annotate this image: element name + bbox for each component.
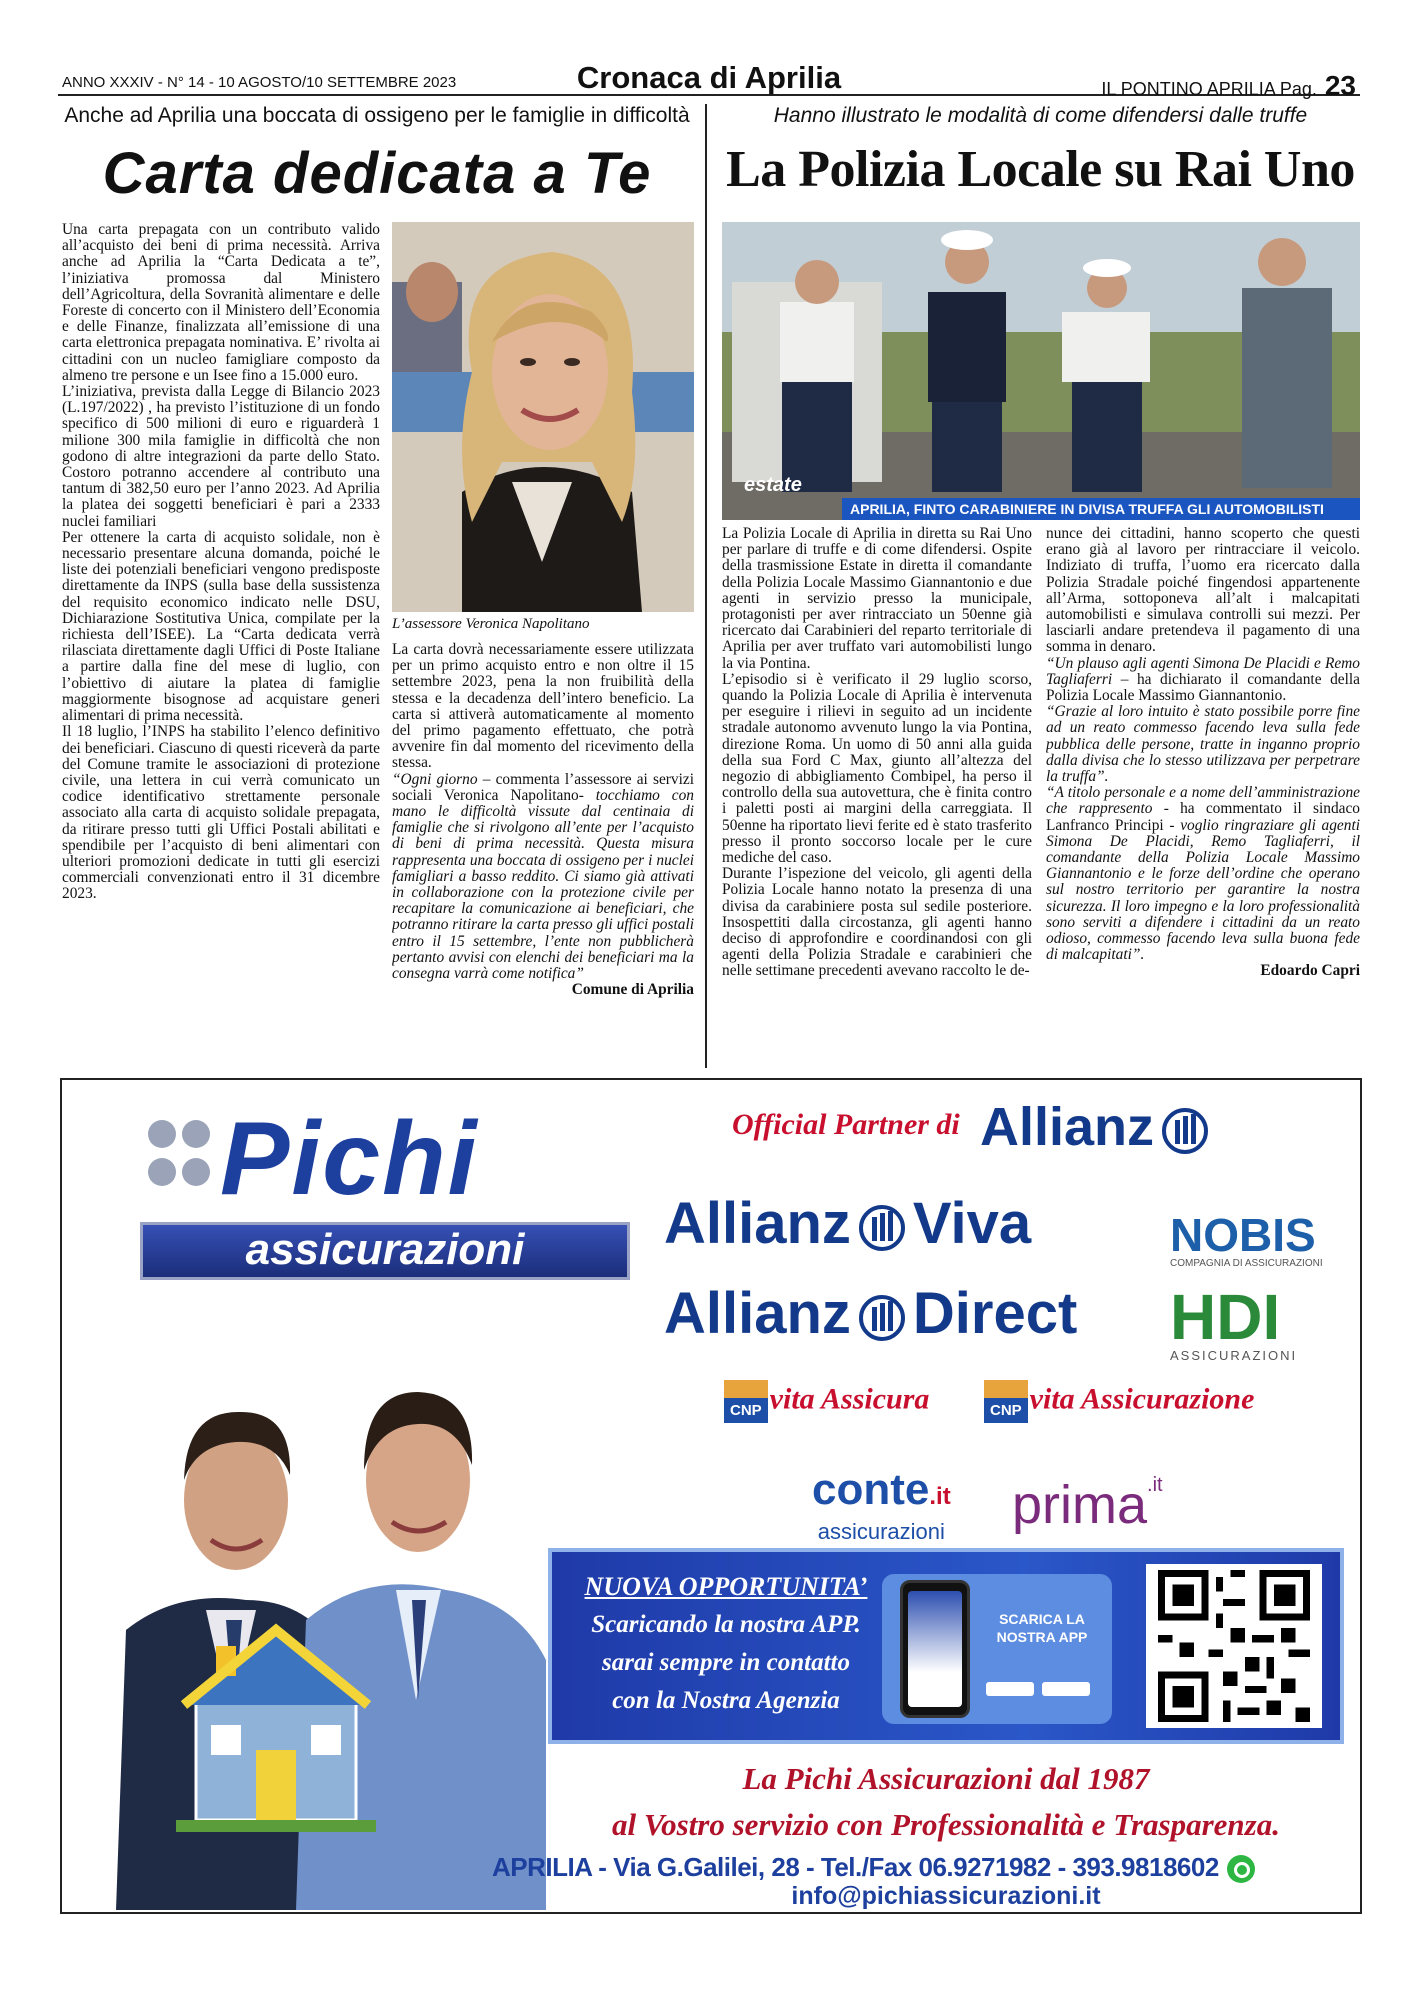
quote-text: tocchiamo con mano le difficoltà vissute dal centinaia di famiglie che si rivolgono all’ente per l’acquisto di beni di prima necessità. Questa misura rappresenta una boccata di ossigeno per i nuclei famigliari a basso reddito. Ci siamo già attivati in collaborazione con la protezione civile per recapitare la comunicazione ai beneficiari, che potranno ritirare la carta presso gli uffici postali entro il 15 settembre, l’ente non pubblicherà pertanto avvisi con elenchi dei beneficiari ma la consegna varrà come notifica” bbox=[392, 786, 694, 983]
allianz-viva-logo bbox=[664, 1190, 1031, 1257]
issue-info: ANNO XXXIV - N° 14 - 10 AGOSTO/10 SETTEMBRE 2023 bbox=[62, 74, 457, 91]
allianz-logo bbox=[980, 1096, 1216, 1158]
tv-screenshot-photo bbox=[722, 222, 1360, 520]
allianz-wordmark: Allianz bbox=[664, 1281, 851, 1346]
attribution-text: – ha dichiarato il comandante della Polizia Locale Massimo Giannantonio. bbox=[1046, 670, 1360, 705]
quote-text: “Grazie al loro intuito è stato possibile porre fine ad un reato commesso facendo leva sulla fede pubblica delle persone, tratte in inganno proprio dalla divisa che lo stesso utilizzava per perpetrare la truffa”. bbox=[1046, 703, 1360, 786]
article1-signature: Comune di Aprilia bbox=[571, 981, 694, 999]
photo-caption: L’assessore Veronica Napolitano bbox=[392, 616, 590, 632]
cnp-vita-assicurazione-wordmark: vita Assicurazione bbox=[1029, 1382, 1255, 1416]
app-promo-line: sarai sempre in contatto bbox=[602, 1649, 850, 1676]
article1-paragraph: Per ottenere la carta di acquisto solidale, non è necessario presentare alcuna domanda, poiché le liste dei potenziali beneficiari vengono predisposte direttamente da INPS (sulla base della sussistenza del requisito economico indicato nelle DSU, Dichiarazione Sostitutiva Unica, compilate per la richiesta dell’ISEE). La “Carta dedicata verrà rilasciata direttamente dagli Uffici di Poste Italiane a partire dalla fine del mese di luglio, con l’obiettivo di aiutare la platea di famiglie maggiormente bisognose ad acquistare generi alimentari di prima necessità. bbox=[62, 528, 380, 725]
app-store-badge-icon[interactable] bbox=[986, 1682, 1034, 1696]
agency-slogan bbox=[548, 1756, 1344, 1848]
article2-paragraph: Durante l’ispezione del veicolo, gli agenti della Polizia Locale hanno notato la presenza di una divisa da carabiniere posta sul sedile posteriore. Insospettiti dalla circostanza, gli agenti hanno deciso di approfondire e coordinandosi con gli agenti della Polizia Stradale e carabinieri che nelle settimane precedenti avevano raccolto le de- bbox=[722, 865, 1032, 980]
hdi-subtitle: ASSICURAZIONI bbox=[1170, 1348, 1298, 1363]
prima-domain: .it bbox=[1147, 1474, 1163, 1496]
agents-photo bbox=[96, 1300, 566, 1910]
quote-text: “Ogni giorno bbox=[392, 770, 478, 788]
allianz-direct-logo bbox=[664, 1280, 1077, 1347]
section-title: Cronaca di Aprilia bbox=[576, 60, 842, 95]
allianz-wordmark: Allianz bbox=[664, 1191, 851, 1256]
prima-wordmark: prima bbox=[1012, 1475, 1148, 1535]
quote-paragraph bbox=[1046, 704, 1360, 785]
pichi-logo-dots-icon bbox=[144, 1116, 214, 1206]
hdi-wordmark: HDI bbox=[1170, 1281, 1281, 1353]
article2-column-2 bbox=[1046, 526, 1360, 1068]
app-promo-text bbox=[576, 1568, 876, 1720]
nobis-wordmark: NOBIS bbox=[1170, 1209, 1316, 1261]
cnp-badge: CNP bbox=[724, 1380, 768, 1423]
pichi-brand-name: Pichi bbox=[220, 1101, 479, 1217]
tv-ticker-text: APRILIA, FINTO CARABINIERE IN DIVISA TRUFFA GLI AUTOMOBILISTI bbox=[842, 498, 1360, 520]
article2-paragraph: L’episodio si è verificato il 29 luglio scorso, quando la Polizia Locale di Aprilia è intervenuta per eseguire i rilievi in seguito ad un incidente stradale autonomo avvenuto lungo la via Pontina, direzione Roma. Un uomo di 50 anni alla guida della sua Ford C Max, giunto all’altezza del negozio di abbigliamento Combipel, ha perso il controllo della sua autovettura, che è finita contro i paletti posti ai margini della carreggiata. Il 50enne ha riportato lievi ferite ed è stato trasferito presso il pronto soccorso locale per le cure mediche del caso. bbox=[722, 670, 1032, 867]
quote-text: “A titolo personale e a nome dell’amministrazione che rappresento bbox=[1046, 784, 1360, 818]
nobis-subtitle: COMPAGNIA DI ASSICURAZIONI bbox=[1170, 1258, 1323, 1269]
publication-label: IL PONTINO APRILIA Pag. bbox=[1101, 79, 1317, 99]
agency-address-text: APRILIA - Via G.Galilei, 28 - Tel./Fax 06.9271982 - 393.9818602 bbox=[492, 1852, 1219, 1882]
article1-kicker: Anche ad Aprilia una boccata di ossigeno per le famiglie in difficoltà bbox=[64, 104, 690, 127]
smartphone-icon bbox=[900, 1580, 970, 1718]
cnp-vita-assicura-wordmark: vita Assicura bbox=[769, 1382, 930, 1416]
article2-paragraph: La Polizia Locale di Aprilia in diretta su Rai Uno per parlare di truffe e di come difendersi. Ospite della trasmissione Estate in diretta il comandante della Polizia Locale Massimo Giannantonio e due agenti in servizio presso la municipale, protagonisti per aver rintracciato un 50enne già ricercato dai Carabinieri del reparto territoriale di Aprilia per aver truffato vari automobilisti lungo la via Pontina. bbox=[722, 526, 1032, 672]
conte-subtitle: assicurazioni bbox=[817, 1519, 945, 1544]
article2-paragraph: nunce dei cittadini, hanno scoperto che questi erano già al lavoro per rintracciare il veicolo. Indiziato di truffa, l’uomo era ricercato dalla Polizia Stradale poiché fingendosi appartenente all’Arma, sottoponeva all’alt i malcapitati automobilisti e simulava controlli sui mezzi. Per lasciarli andare pretendeva il pagamento di una somma in denaro. bbox=[1046, 526, 1360, 656]
tv-channel-logo: estate bbox=[744, 474, 802, 496]
prima-logo bbox=[1012, 1474, 1163, 1536]
article1-column-1 bbox=[62, 222, 380, 1068]
column-divider bbox=[705, 104, 707, 1068]
qr-code-icon[interactable] bbox=[1146, 1564, 1322, 1728]
article1-paragraph: Una carta prepagata con un contributo valido all’acquisto dei beni di prima necessità. Arriva anche ad Aprilia la “Carta Dedicata a te”, l’iniziativa promossa dal Ministero dell’Agricoltura, della Sovranità alimentare e delle Foreste di concerto con il Ministero dell’Economia e delle Finanze, finalizzata all’emissione di una carta elettronica prepagata nominativa. E’ rivolta ai cittadini con un nucleo famigliare composto da almeno tre persone e un Isee fino a 15.000 euro. bbox=[62, 222, 380, 384]
quote-paragraph bbox=[392, 772, 694, 983]
article1-paragraph: L’iniziativa, prevista dalla Legge di Bilancio 2023 (L.197/2022) , ha previsto l’istituzione di un fondo specifico di 500 milioni di euro e riguarderà 1 milione 300 mila famiglie in difficoltà che non godono di altre integrazioni da parte dello Stato. Costoro potranno accendere al contributo una tantum di 382,50 euro per l’anno 2023. Ad Aprilia la platea dei soggetti beneficiari è pari a 2333 nuclei familiari bbox=[62, 383, 380, 530]
cnp-vita-assicura-logo bbox=[724, 1380, 929, 1436]
article2-title: La Polizia Locale su Rai Uno bbox=[726, 141, 1355, 198]
tv-scene-illustration bbox=[722, 222, 1360, 520]
quote-text: voglio ringraziare gli agenti Simona De Placidi, Remo Tagliaferri, il comandante della Polizia Locale Massimo Giannantonio e le forze dell’ordine che operano sul nostro territorio per garantire la nostra sicurezza. Il loro impegno e la loro professionalità sono serviti a difendere i cittadini da un reato odioso, commesso facendo leva sulla buona fede di malcapitati”. bbox=[1046, 816, 1360, 964]
quote-text: “Un plauso agli agenti Simona De Placidi e Remo Tagliaferri bbox=[1046, 654, 1360, 688]
page-number: 23 bbox=[1324, 70, 1356, 101]
official-partner-label: Official Partner di bbox=[732, 1108, 960, 1141]
attribution-text: - ha commentato il sindaco Lanfranco Principi - bbox=[1046, 800, 1360, 834]
pichi-brand-subtitle: assicurazioni bbox=[140, 1222, 630, 1280]
agency-since-line: La Pichi Assicurazioni dal 1987 bbox=[742, 1761, 1150, 1796]
qr-code-pattern bbox=[1152, 1570, 1316, 1722]
agency-service-line: al Vostro servizio con Professionalità e Trasparenza. bbox=[612, 1807, 1280, 1842]
attribution-text: – commenta l’assessore ai servizi sociali Veronica Napolitano- bbox=[392, 770, 694, 804]
allianz-emblem-icon bbox=[1162, 1108, 1208, 1154]
conte-wordmark: conte bbox=[812, 1465, 930, 1514]
masthead bbox=[58, 60, 1360, 101]
article1-title: Carta dedicata a Te bbox=[102, 141, 652, 206]
app-download-banner[interactable] bbox=[882, 1574, 1112, 1724]
app-promo-title: NUOVA OPPORTUNITA’ bbox=[584, 1572, 868, 1601]
cnp-vita-assicurazione-logo bbox=[984, 1380, 1254, 1436]
allianz-direct-wordmark: Direct bbox=[912, 1281, 1078, 1346]
allianz-emblem-icon bbox=[859, 1295, 905, 1341]
publication-name bbox=[1101, 70, 1356, 102]
allianz-emblem-icon bbox=[859, 1205, 905, 1251]
app-download-label: SCARICA LA NOSTRA APP bbox=[996, 1611, 1088, 1645]
agency-address bbox=[492, 1852, 1342, 1883]
article2-signature: Edoardo Capri bbox=[1260, 962, 1360, 980]
app-promo-line: Scaricando la nostra APP. bbox=[591, 1611, 861, 1638]
agent-right-illustration bbox=[296, 1392, 546, 1910]
app-promo-line: con la Nostra Agenzia bbox=[612, 1687, 840, 1714]
quote-paragraph bbox=[1046, 785, 1360, 963]
article2-kicker: Hanno illustrato le modalità di come difendersi dalle truffe bbox=[773, 104, 1308, 127]
conte-domain: .it bbox=[929, 1483, 951, 1510]
app-promo-box bbox=[548, 1548, 1344, 1744]
article1-paragraph: La carta dovrà necessariamente essere utilizzata per un primo acquisto entro e non oltre il 15 settembre 2023, pena la non fruibilità della stessa e la decadenza dell’intero beneficio. La carta si attiverà automaticamente al momento del primo pagamento effettuato, che potrà avvenire fin dal momento del ricevimento della stessa. bbox=[392, 642, 694, 772]
hdi-logo bbox=[1170, 1280, 1297, 1363]
assessore-photo bbox=[392, 222, 694, 612]
conte-logo bbox=[812, 1465, 951, 1545]
assessore-portrait-illustration bbox=[392, 222, 694, 612]
article2-column-1 bbox=[722, 526, 1032, 1068]
tv-ticker bbox=[722, 474, 1360, 520]
article1-column-2 bbox=[392, 642, 694, 1068]
google-play-badge-icon[interactable] bbox=[1042, 1682, 1090, 1696]
agency-email[interactable]: info@pichiassicurazioni.it bbox=[791, 1882, 1101, 1910]
cnp-badge: CNP bbox=[984, 1380, 1028, 1423]
quote-paragraph bbox=[1046, 656, 1360, 705]
allianz-wordmark: Allianz bbox=[980, 1097, 1155, 1157]
whatsapp-icon[interactable] bbox=[1227, 1855, 1255, 1883]
nobis-logo bbox=[1170, 1208, 1323, 1269]
allianz-viva-wordmark: Viva bbox=[912, 1191, 1032, 1256]
article1-paragraph: Il 18 luglio, l’INPS ha stabilito l’elenco definitivo dei beneficiari. Ciascuno di questi riceverà da parte del Comune tramite le associazioni di protezione civile, una lettera in cui verrà comunicato un codice identificativo strettamente personale associato alla carta di acquisto solidale prepagata, da ritirare presso tutti gli Uffici Postali abilitati e spendibile per l’acquisto di beni alimentari con ulteriori promozioni dedicate in tutti gli esercizi commerciali convenzionati entro il 31 dicembre 2023. bbox=[62, 723, 380, 903]
